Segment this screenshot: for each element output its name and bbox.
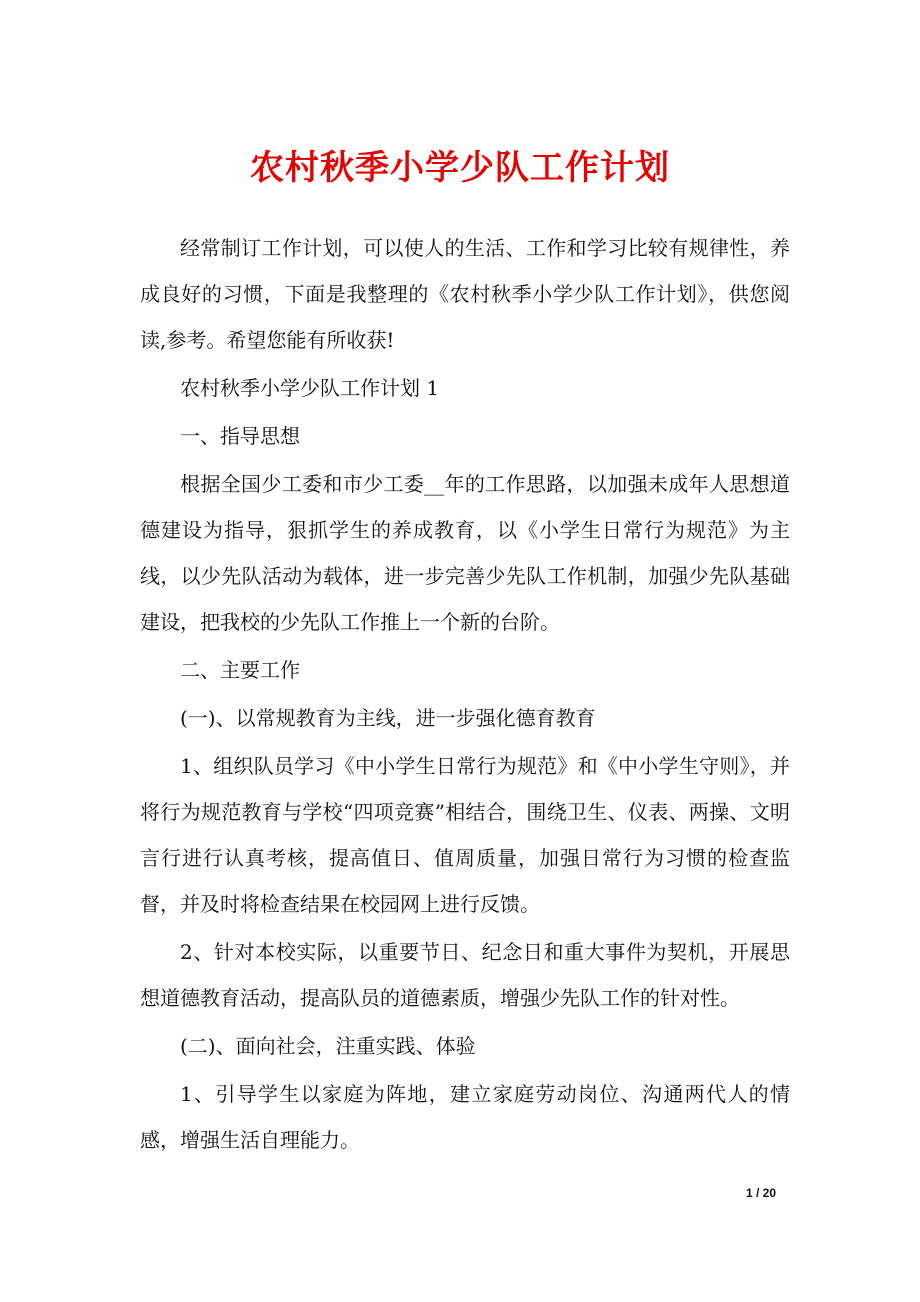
page-number: 1 / 20 <box>745 1186 776 1200</box>
subheading-routine-education: (一)、以常规教育为主线，进一步强化德育教育 <box>180 706 596 730</box>
document-title: 农村秋季小学少队工作计划 <box>250 148 670 188</box>
subheading-social-practice: (二)、面向社会，注重实践、体验 <box>180 1034 476 1058</box>
paragraph-guiding-ideology: 根据全国少工委和市少工委__年的工作思路，以加强未成年人思想道德建设为指导，狠抓学生的养成教育，以《小学生日常行为规范》为主线，以少先队活动为载体，进一步完善少先队工作机制，加强少先队基础建设，把我校的少先队工作推上一个新的台阶。 <box>140 472 790 634</box>
paragraph-item-1: 1、组织队员学习《中小学生日常行为规范》和《中小学生守则》，并将行为规范教育与学校“四项竞赛”相结合，围绕卫生、仪表、两操、文明言行进行认真考核，提高值日、值周质量，加强日常行为习惯的检查监督，并及时将检查结果在校园网上进行反馈。 <box>140 754 790 916</box>
intro-paragraph: 经常制订工作计划，可以使人的生活、工作和学习比较有规律性，养成良好的习惯，下面是我整理的《农村秋季小学少队工作计划》，供您阅读,参考。希望您能有所收获! <box>140 236 790 352</box>
document-body <box>140 225 790 1163</box>
paragraph-practice-item-1: 1、引导学生以家庭为阵地，建立家庭劳动岗位、沟通两代人的情感，增强生活自理能力。 <box>140 1082 790 1152</box>
section-heading-plan-1: 农村秋季小学少队工作计划 1 <box>180 376 440 400</box>
heading-guiding-ideology: 一、指导思想 <box>180 424 300 448</box>
paragraph-item-2: 2、针对本校实际，以重要节日、纪念日和重大事件为契机，开展思想道德教育活动，提高队员的道德素质，增强少先队工作的针对性。 <box>140 940 790 1010</box>
heading-main-work: 二、主要工作 <box>180 658 300 682</box>
